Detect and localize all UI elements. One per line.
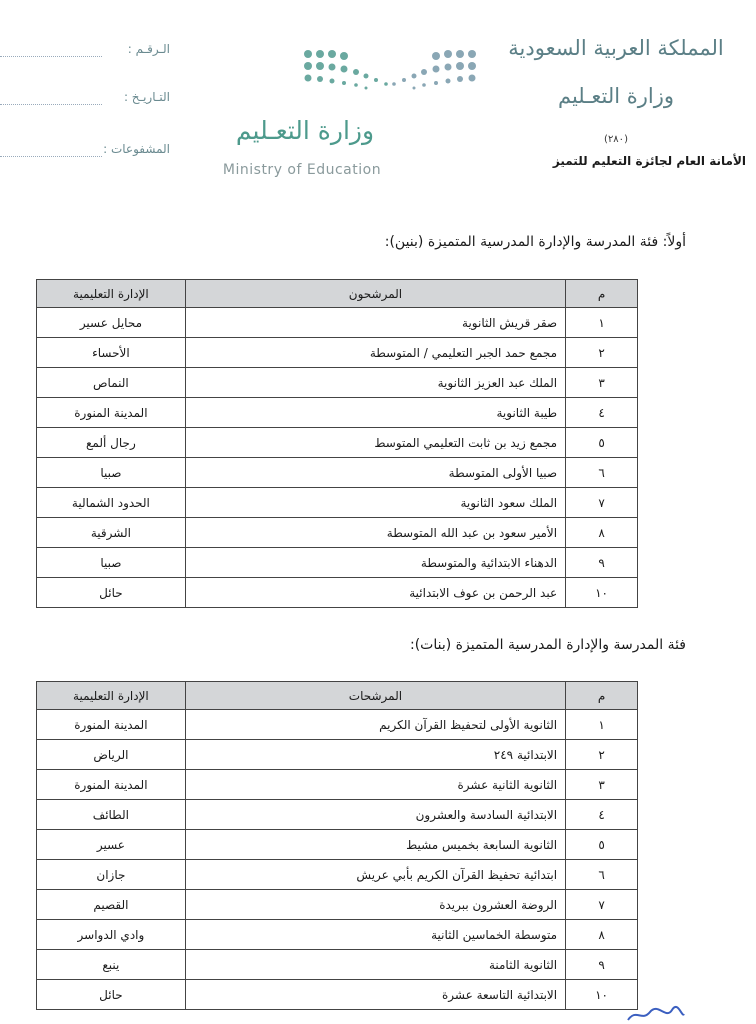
row-department: صبيا	[37, 548, 186, 578]
row-school: مجمع حمد الجبر التعليمي / المتوسطة	[185, 338, 565, 368]
table-row	[37, 398, 638, 428]
date-label: التـاريـخ :	[123, 90, 170, 104]
table-row	[37, 428, 638, 458]
section-boys-heading: أولاً: فئة المدرسة والإدارة المدرسية المتميزة (بنين):	[384, 234, 686, 250]
logo-english-text: Ministry of Education	[222, 162, 382, 178]
logo-arabic-text: وزارة التعـليم	[235, 116, 375, 145]
row-department: الشرقية	[37, 518, 186, 548]
table-row	[37, 548, 638, 578]
row-number: ٢	[566, 740, 638, 770]
row-school: الثانوية الثانية عشرة	[185, 770, 565, 800]
table-row	[37, 488, 638, 518]
row-school: الثانوية الثامنة	[185, 950, 565, 980]
row-school: طيبة الثانوية	[185, 398, 565, 428]
table-row	[37, 518, 638, 548]
row-school: متوسطة الخماسين الثانية	[185, 920, 565, 950]
row-number: ٧	[566, 488, 638, 518]
column-number: م	[566, 682, 638, 710]
signature-scribble-icon	[626, 1004, 686, 1024]
number-field	[0, 42, 170, 62]
column-candidates: المرشحات	[185, 682, 565, 710]
table-row	[37, 770, 638, 800]
row-department: الرياض	[37, 740, 186, 770]
row-department: حائل	[37, 980, 186, 1010]
kingdom-title: المملكة العربية السعودية	[508, 36, 724, 60]
row-number: ٨	[566, 920, 638, 950]
column-candidates: المرشحون	[185, 280, 565, 308]
row-number: ١٠	[566, 578, 638, 608]
row-department: الأحساء	[37, 338, 186, 368]
row-school: ابتدائية تحفيظ القرآن الكريم بأبي عريش	[185, 860, 565, 890]
table-row	[37, 578, 638, 608]
document-code: (٢٨٠)	[604, 134, 628, 145]
row-number: ٦	[566, 458, 638, 488]
row-department: محايل عسير	[37, 308, 186, 338]
row-school: الابتدائية التاسعة عشرة	[185, 980, 565, 1010]
column-number: م	[566, 280, 638, 308]
section-girls-heading: فئة المدرسة والإدارة المدرسية المتميزة (بنات):	[409, 637, 686, 653]
row-school: الأمير سعود بن عبد الله المتوسطة	[185, 518, 565, 548]
table-row	[37, 710, 638, 740]
table-row	[37, 890, 638, 920]
row-number: ٣	[566, 770, 638, 800]
number-dots	[0, 56, 102, 57]
row-school: الابتدائية السادسة والعشرون	[185, 800, 565, 830]
row-school: مجمع زيد بن ثابت التعليمي المتوسط	[185, 428, 565, 458]
row-department: وادي الدواسر	[37, 920, 186, 950]
ministry-logo-icon	[300, 42, 480, 102]
row-school: الدهناء الابتدائية والمتوسطة	[185, 548, 565, 578]
table-row	[37, 740, 638, 770]
attachments-field	[0, 142, 170, 162]
row-number: ٢	[566, 338, 638, 368]
table-row	[37, 308, 638, 338]
row-school: عبد الرحمن بن عوف الابتدائية	[185, 578, 565, 608]
table-row	[37, 950, 638, 980]
row-department: النماص	[37, 368, 186, 398]
row-number: ٩	[566, 950, 638, 980]
attachments-label: المشفوعات :	[103, 142, 170, 156]
row-department: المدينة المنورة	[37, 710, 186, 740]
row-school: صقر قريش الثانوية	[185, 308, 565, 338]
date-dots	[0, 104, 102, 105]
row-school: الثانوية السابعة بخميس مشيط	[185, 830, 565, 860]
girls-table	[36, 681, 638, 1010]
row-department: المدينة المنورة	[37, 398, 186, 428]
row-school: الملك سعود الثانوية	[185, 488, 565, 518]
table-header-row	[37, 280, 638, 308]
row-number: ١	[566, 710, 638, 740]
row-number: ٥	[566, 830, 638, 860]
row-number: ٤	[566, 398, 638, 428]
table-row	[37, 830, 638, 860]
date-field	[0, 90, 170, 110]
attachments-dots	[0, 156, 102, 157]
row-number: ٣	[566, 368, 638, 398]
table-row	[37, 920, 638, 950]
row-number: ٦	[566, 860, 638, 890]
table-row	[37, 980, 638, 1010]
row-department: رجال ألمع	[37, 428, 186, 458]
row-number: ٧	[566, 890, 638, 920]
row-number: ٩	[566, 548, 638, 578]
row-department: جازان	[37, 860, 186, 890]
row-number: ٨	[566, 518, 638, 548]
ministry-title: وزارة التعـليم	[557, 84, 675, 108]
secretariat-title: الأمانة العام لجائزة التعليم للتميز	[552, 154, 746, 168]
row-department: المدينة المنورة	[37, 770, 186, 800]
row-school: الملك عبد العزيز الثانوية	[185, 368, 565, 398]
table-row	[37, 800, 638, 830]
column-department: الإدارة التعليمية	[37, 682, 186, 710]
row-school: الثانوية الأولى لتحفيظ القرآن الكريم	[185, 710, 565, 740]
row-number: ١٠	[566, 980, 638, 1010]
row-school: الروضة العشرون ببريدة	[185, 890, 565, 920]
table-row	[37, 458, 638, 488]
row-school: صبيا الأولى المتوسطة	[185, 458, 565, 488]
table-header-row	[37, 682, 638, 710]
row-department: القصيم	[37, 890, 186, 920]
row-department: الطائف	[37, 800, 186, 830]
boys-table	[36, 279, 638, 608]
row-number: ٥	[566, 428, 638, 458]
row-department: الحدود الشمالية	[37, 488, 186, 518]
row-department: صبيا	[37, 458, 186, 488]
table-row	[37, 860, 638, 890]
row-school: الابتدائية ٢٤٩	[185, 740, 565, 770]
row-department: حائل	[37, 578, 186, 608]
row-number: ٤	[566, 800, 638, 830]
number-label: الـرقـم :	[127, 42, 170, 56]
column-department: الإدارة التعليمية	[37, 280, 186, 308]
row-department: ينبع	[37, 950, 186, 980]
table-row	[37, 338, 638, 368]
row-department: عسير	[37, 830, 186, 860]
row-number: ١	[566, 308, 638, 338]
table-row	[37, 368, 638, 398]
